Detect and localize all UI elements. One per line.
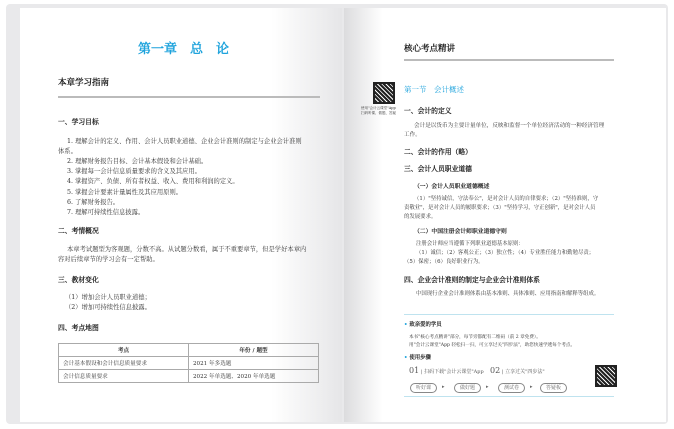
divider <box>404 59 614 61</box>
section-title: 一、学习目标 <box>58 118 99 126</box>
table-cell: 会计信息质量要求 <box>59 370 189 383</box>
paragraph-line: 中国现行企业会计准则体系由基本准则、具体准则、应用指南和解释等组成。 <box>416 291 600 297</box>
goal-item: 7. 理解可持续性信息披露。 <box>67 209 145 216</box>
paragraph-line: 会计是以货币为主要计量单位，反映和监督一个单位经济活动的一种经济管理 <box>414 123 605 129</box>
goal-item: 5. 掌握会计要素计量属性及其应用原则。 <box>67 189 183 196</box>
notice-line: 用"会计云课堂"App 轻松扫一扫，可立享过关"四步法"，助您快速学透每个考点。 <box>409 343 576 348</box>
open-book <box>6 4 668 424</box>
paragraph-line: （5）保密；（6）良好职业行为。 <box>404 259 484 265</box>
table-header-row <box>59 344 319 357</box>
section-title: 二、考情概况 <box>58 227 99 235</box>
divider <box>404 396 614 397</box>
paragraph-line: （1）诚信；（2）客观公正；（3）独立性；（4）专业胜任能力和勤勉尽责； <box>416 250 595 256</box>
goal-item: 6. 了解财务报告。 <box>67 199 120 206</box>
step-number: 02 <box>490 366 501 375</box>
section-title: 四、考点地图 <box>58 324 99 332</box>
goal-item: 2. 理解财务报告目标、会计基本假设和会计基础。 <box>67 158 208 165</box>
bullet-icon: • <box>404 322 408 328</box>
table-cell: 会计基本假设和会计信息质量要求 <box>59 357 189 370</box>
arrow-icon: ▸ <box>442 384 445 390</box>
arrow-icon: ▸ <box>530 384 533 390</box>
guide-heading: 本章学习指南 <box>58 78 110 88</box>
step-text: 扫码下载"会计云课堂"App <box>424 369 484 375</box>
paragraph-line: 责敬业"，是对会计人员的履职要求；（3）"坚持学习，守正创新"，是对会计人员 <box>404 205 596 211</box>
goal-item: 体系。 <box>58 148 77 155</box>
step-text: 立享过关"四步法" <box>505 369 545 375</box>
arrow-icon: ▸ <box>486 384 489 390</box>
step-pill: 听好课 <box>410 383 437 393</box>
notice-line: 本书"核心考点精讲"部分，每节旁都配有二维码（前 2 章免费）。 <box>409 335 541 340</box>
column-header: 年份 / 题型 <box>189 344 319 357</box>
table-cell: 2021 年多选题 <box>189 357 319 370</box>
topic-title: 一、会计的定义 <box>404 107 452 115</box>
subtopic-title: （二）中国注册会计师职业道德守则 <box>414 229 507 235</box>
paragraph-line: 容对后续章节的学习会有一定帮助。 <box>58 256 159 263</box>
step-number: 01 <box>409 366 420 375</box>
goal-item: 1. 理解会计的定义、作用、会计人员职业道德、企业会计准则的制定与企业会计准则 <box>67 138 302 145</box>
paragraph-line: 的发展要求。 <box>404 214 437 220</box>
paragraph-line: 工作。 <box>404 132 421 138</box>
step-pill: 答疑板 <box>540 383 567 393</box>
goal-item: 3. 掌握每一会计信息质量要求的含义及其应用。 <box>67 168 201 175</box>
section-title: 第一节 会计概述 <box>404 85 464 94</box>
change-item: （2）增加可持续性信息披露。 <box>65 304 151 311</box>
topic-title: 四、企业会计准则的制定与企业会计准则体系 <box>404 276 540 284</box>
paragraph-line: 注册会计师应当遵循下列职业道德基本原则： <box>416 241 524 247</box>
qr-caption: 使用"会计云课堂"App <box>361 106 396 110</box>
divider <box>404 314 614 315</box>
section-title: 三、教材变化 <box>58 276 99 284</box>
chapter-title: 第一章 总 论 <box>138 42 230 57</box>
steps-title: 使用步骤 <box>409 355 431 361</box>
bullet-icon: • <box>404 355 408 361</box>
table-row <box>59 370 319 383</box>
change-item: （1）增加会计人员职业道德； <box>65 294 151 301</box>
table-cell: 2022 年单选题、2020 年单选题 <box>189 370 319 383</box>
subtopic-title: （一）会计人员职业道德概述 <box>414 184 490 190</box>
goal-item: 4. 掌握资产、负债、所有者权益、收入、费用和利润的定义。 <box>67 178 239 185</box>
right-page: 核心考点精讲 使用"会计云课堂"App 扫码听课、做题、答疑 第一节 会计概述 一、会计的定义 会计是以货币为主要计量单位，反映和监督一个单位经济活动的一种经济管理 工作。 二、会计的作用（略） 三、会计人员职业道德 （一）会计人员职业道德概述 （1）"坚持诚信，守法奉公"，是对会计人员的自律要求；（2）"坚持准则，守 责敬业"，是对会计人员的履职要求；（3）"坚持学习，守正创新"，是对会计人员 的发展要求。 （二）中国注册会计师职业道德守则 注册会计师应当遵循下列职业道德基本原则： （1）诚信；（2）客观公正；（3）独立性；（4）专业胜任能力和勤勉尽责； （5）保密；（6）良好职业行为。 四、企业会计准则的制定与企业会计准则体系 中国现行企业会计准则体系由基本准则、具体准则、应用指南和解释等组成。 • 致亲爱的学员 本书"核心考点精讲"部分，每节旁都配有二维码（前 2 章免费）。 用"会计云课堂"App 轻松扫一扫，可立享过关"四步法"，助您快速学透每个考点。 • 使用步骤 01 | 扫码下载"会计云课堂"App 02 | 立享过关"四步法" 听好课 ▸ 做好题 ▸ 测试卷 ▸ 答疑板 <box>344 8 666 422</box>
exam-point-table <box>58 343 319 383</box>
paragraph-line: （1）"坚持诚信，守法奉公"，是对会计人员的自律要求；（2）"坚持准则，守 <box>414 196 599 202</box>
notice-title: 致亲爱的学员 <box>409 322 442 328</box>
qr-caption: 扫码听课、做题、答疑 <box>361 111 396 115</box>
divider <box>58 96 320 98</box>
qr-code[interactable] <box>595 365 617 387</box>
page-heading: 核心考点精讲 <box>404 44 456 54</box>
column-header: 考点 <box>59 344 189 357</box>
step-pill: 测试卷 <box>498 383 525 393</box>
step-pill: 做好题 <box>454 383 481 393</box>
paragraph-line: 本章考试题型为客观题，分数不高。从试题分数看，属于不重要章节，但是学好本章内 <box>67 246 307 253</box>
topic-title: 二、会计的作用（略） <box>404 148 472 156</box>
table-row <box>59 357 319 370</box>
qr-code[interactable] <box>373 82 395 104</box>
topic-title: 三、会计人员职业道德 <box>404 165 472 173</box>
left-page <box>20 8 342 422</box>
